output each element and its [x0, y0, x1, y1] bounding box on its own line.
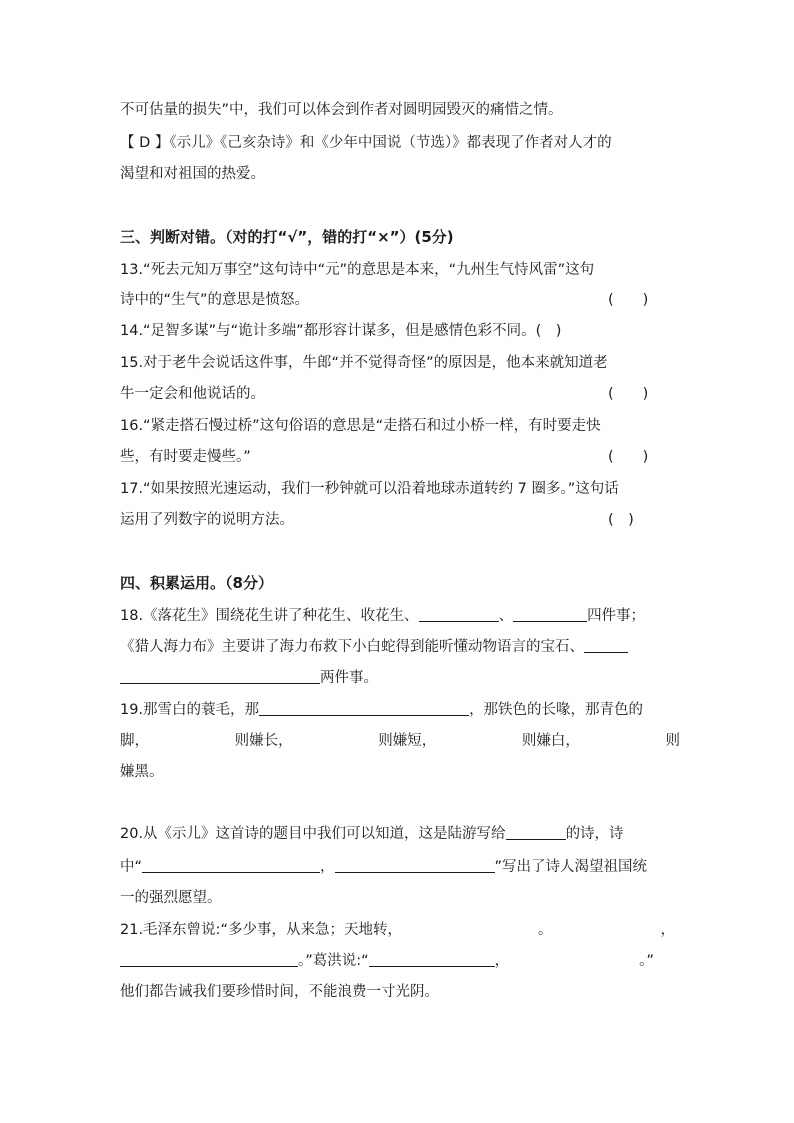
q21-line-2 — [120, 951, 680, 971]
q15-answer-parens[interactable]: ( ) — [608, 386, 649, 402]
q18-line-2 — [120, 637, 680, 657]
q19-text-a: 19.那雪白的蓑毛，那 — [120, 702, 260, 718]
q18-blank-3[interactable] — [584, 637, 628, 653]
q21-blank-1[interactable] — [120, 951, 298, 967]
q20-line-2 — [120, 857, 680, 877]
q19-word-2: 则嫌短， — [378, 733, 437, 749]
q18-blank-1[interactable] — [419, 606, 499, 622]
q18-text-d: 《猎人海力布》主要讲了海力布救下小白蛇得到能听懂动物语言的宝石、 — [120, 639, 584, 655]
q18-text-b: 、 — [498, 608, 514, 624]
q21-text-f: 。” — [639, 953, 654, 969]
q21-blank-2[interactable] — [369, 951, 495, 967]
q21-text-b: 。 — [537, 922, 553, 938]
q15-line-2: 牛一定会和他说话的。 — [120, 386, 265, 402]
q19-blank-1[interactable] — [259, 700, 469, 716]
q19-line-1 — [120, 700, 680, 720]
q18-blank-2[interactable] — [513, 606, 587, 622]
q20-line-3: 一的强烈愿望。 — [120, 890, 222, 906]
section-3-title: 三、判断对错。（对的打“√”，错的打“×”）(5分) — [120, 228, 454, 246]
q20-text-c: 中“ — [120, 859, 143, 875]
q13-answer-parens[interactable]: ( ) — [608, 292, 649, 308]
q15-line-1: 15.对于老牛会说话这件事，牛郎“并不觉得奇怪”的原因是，他本来就知道老 — [120, 355, 608, 371]
q20-text-a: 20.从《示儿》这首诗的题目中我们可以知道，这是陆游写给 — [120, 826, 506, 842]
q19-word-4: 则 — [665, 733, 680, 749]
q20-text-d: ， — [320, 859, 335, 875]
q18-text-a: 18.《落花生》围绕花生讲了种花生、收花生、 — [120, 608, 419, 624]
q21-text-c: ， — [660, 922, 675, 938]
q20-text-b: 的诗，诗 — [565, 826, 624, 842]
q13-line-1: 13.“死去元知万事空”这句诗中“元”的意思是本来，“九州生气恃风雷”这句 — [120, 262, 595, 278]
q20-line-1 — [120, 824, 680, 844]
intro-line-3: 渴望和对祖国的热爱。 — [120, 166, 265, 182]
q20-blank-2[interactable] — [142, 857, 320, 873]
q16-answer-parens[interactable]: ( ) — [608, 449, 649, 465]
q18-line-1 — [120, 606, 680, 626]
q13-line-2: 诗中的“生气”的意思是愤怒。 — [120, 292, 310, 308]
q18-line-3 — [120, 668, 680, 688]
q16-line-2: 些，有时要走慢些。” — [120, 449, 251, 465]
q20-blank-3[interactable] — [335, 857, 495, 873]
q16-line-1: 16.“紧走搭石慢过桥”这句俗语的意思是“走搭石和过小桥一样，有时要走快 — [120, 418, 601, 434]
q18-text-e: 两件事。 — [320, 670, 378, 686]
q18-text-c: 四件事； — [587, 608, 646, 624]
q19-word-0: 脚， — [120, 733, 149, 749]
q17-line-1: 17.“如果按照光速运动，我们一秒钟就可以沿着地球赤道转约 7 圈多。”这句话 — [120, 481, 619, 497]
q21-line-1 — [120, 920, 680, 940]
section-4-title: 四、积累运用。（8分） — [120, 574, 273, 592]
q17-answer-parens[interactable]: ( ) — [608, 512, 634, 528]
q21-line-3: 他们都告诫我们要珍惜时间，不能浪费一寸光阴。 — [120, 984, 439, 1000]
q18-blank-3-cont[interactable] — [120, 668, 320, 684]
q14-line: 14.“足智多谋”与“诡计多端”都形容计谋多，但是感情色彩不同。( ) — [120, 323, 562, 339]
q17-line-2: 运用了列数字的说明方法。 — [120, 512, 294, 528]
q19-line-2 — [120, 731, 680, 751]
q21-text-a: 21.毛泽东曾说:“多少事，从来急；天地转， — [120, 922, 402, 938]
q19-word-1: 则嫌长， — [234, 733, 293, 749]
q19-text-b: ，那铁色的长喙，那青色的 — [469, 702, 644, 718]
q21-text-e: ， — [494, 953, 510, 969]
q20-text-e: ”写出了诗人渴望祖国统 — [494, 859, 648, 875]
q19-word-3: 则嫌白， — [521, 733, 580, 749]
intro-line-1: 不可估量的损失”中，我们可以体会到作者对圆明园毁灭的痛惜之情。 — [120, 102, 563, 118]
q19-line-3: 嫌黑。 — [120, 764, 164, 780]
intro-line-2: 【 D 】《示儿》《己亥杂诗》和《少年中国说（节选）》都表现了作者对人才的 — [120, 135, 612, 151]
q20-blank-1[interactable] — [506, 824, 566, 840]
q21-text-d: 。”葛洪说:“ — [298, 953, 369, 969]
